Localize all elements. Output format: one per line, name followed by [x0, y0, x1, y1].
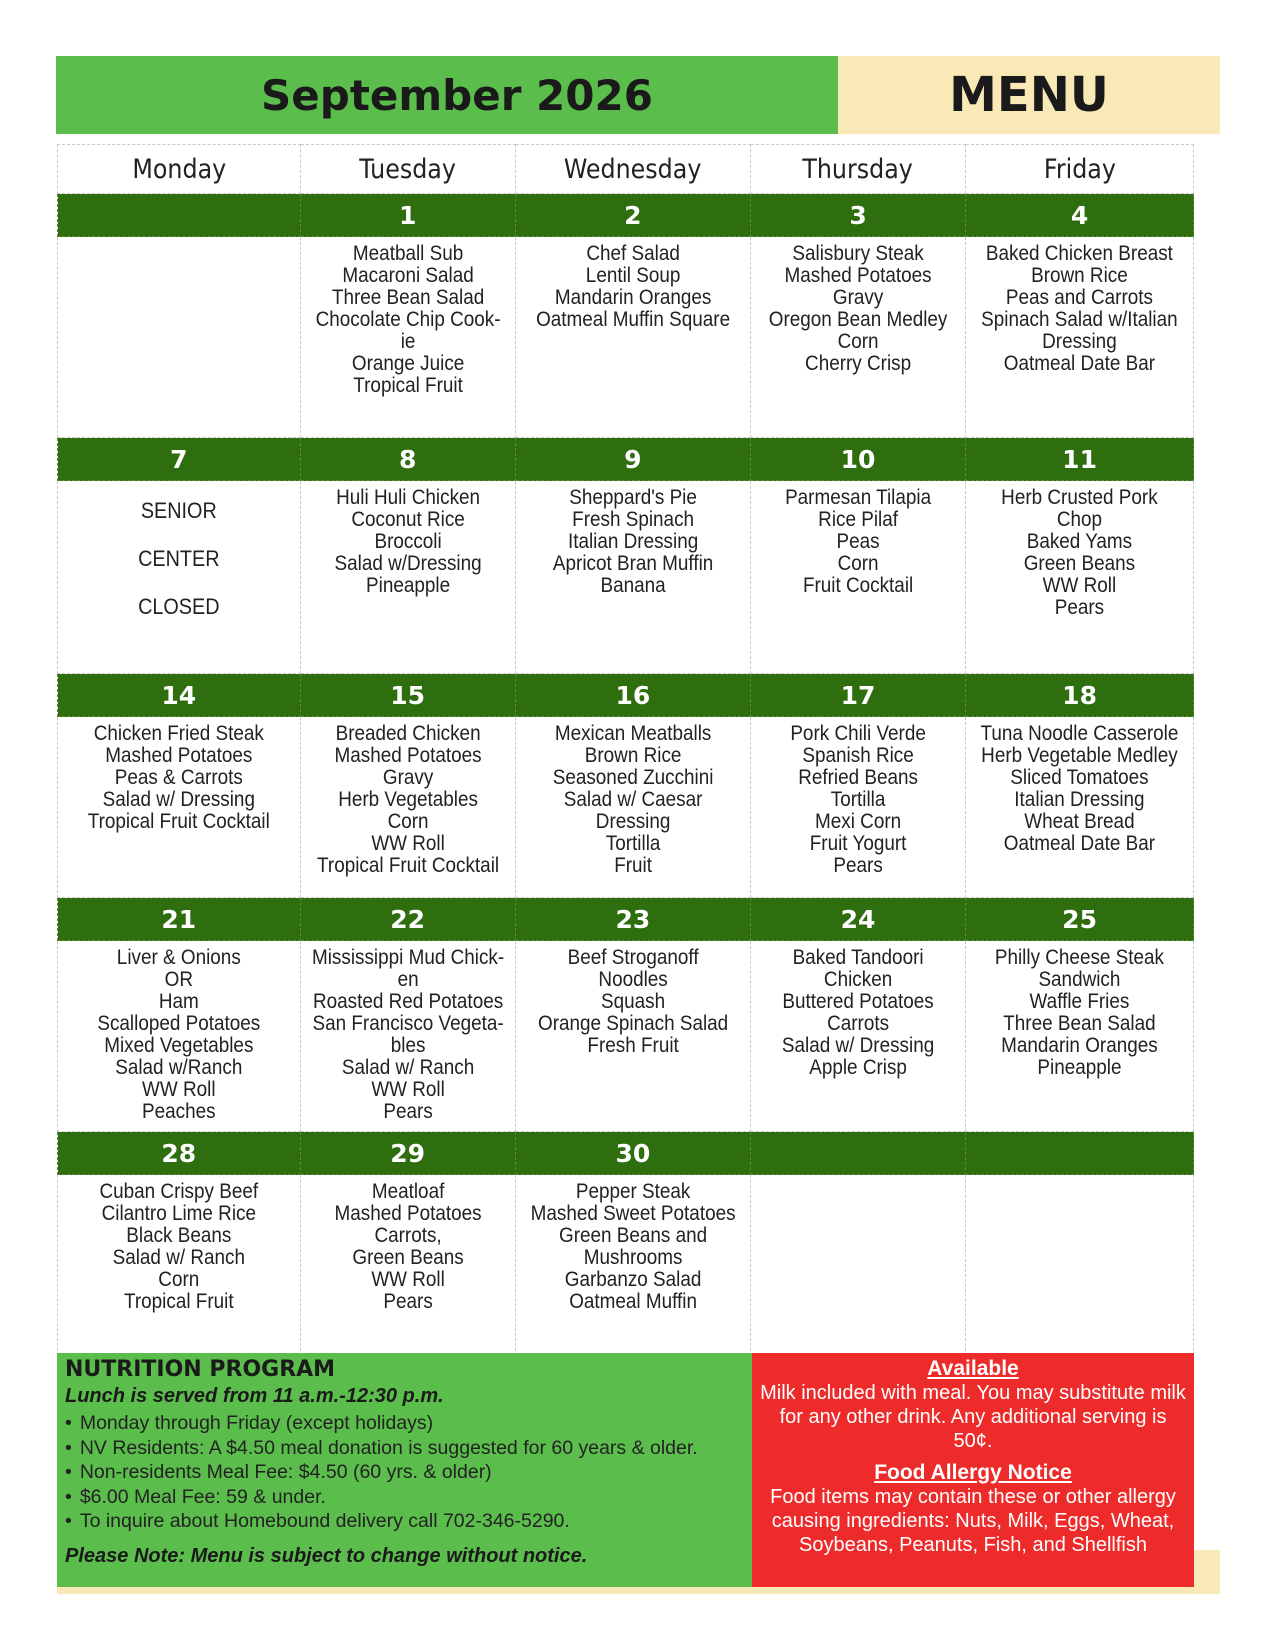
meal-item: Orange Spinach Salad — [537, 1012, 728, 1035]
meal-item: Pears — [833, 854, 883, 877]
meal-item: Chicken Fried Steak — [93, 722, 264, 745]
date-number: 28 — [58, 1132, 301, 1175]
meal-item: Refried Beans — [798, 766, 918, 789]
meal-item: Cherry Crisp — [805, 352, 912, 375]
meal-cell — [58, 941, 301, 1132]
meal-item: Macaroni Salad — [342, 264, 474, 287]
date-number: 10 — [750, 438, 965, 481]
meal-item: Carrots, — [374, 1224, 442, 1247]
meal-cell — [58, 237, 301, 438]
meal-item: Corn — [387, 810, 429, 833]
meal-item: Chef Salad — [586, 242, 680, 265]
meal-item: Pineapple — [1037, 1056, 1122, 1079]
weekday-tuesday: Tuesday — [313, 145, 502, 194]
page-title: September 2026 — [261, 70, 653, 120]
change-notice: Please Note: Menu is subject to change without notice. — [65, 1545, 588, 1567]
meal-item: Salad w/Dressing — [334, 552, 482, 575]
meal-item: Spinach Salad w/Italian — [981, 308, 1178, 331]
meal-item: Apple Crisp — [809, 1056, 907, 1079]
meal-item: Pears — [382, 1290, 433, 1313]
meal-item: Sheppard's Pie — [569, 486, 697, 509]
meal-item: Three Bean Salad — [331, 286, 484, 309]
meal-item: OR — [164, 968, 193, 991]
page-header — [56, 56, 1220, 134]
date-number — [750, 1132, 965, 1175]
date-number: 23 — [515, 898, 750, 941]
meal-item: Mashed Potatoes — [105, 744, 253, 767]
meal-item: Apricot Bran Muffin — [552, 552, 714, 575]
meal-item: Parmesan Tilapia — [785, 486, 932, 509]
meal-item: Mashed Potatoes — [784, 264, 932, 287]
meal-item: Rice Pilaf — [818, 508, 898, 531]
meal-item: Spanish Rice — [802, 744, 914, 767]
date-number: 17 — [750, 674, 965, 717]
weekday-monday: Monday — [72, 145, 285, 194]
date-number: 2 — [515, 194, 750, 237]
meal-item: Italian Dressing — [567, 530, 698, 553]
meal-item: Fruit — [613, 854, 652, 877]
meal-item: Brown Rice — [1031, 264, 1128, 287]
meal-cell — [515, 1175, 750, 1356]
meal-item: WW Roll — [370, 1268, 445, 1291]
date-number: 22 — [300, 898, 515, 941]
date-row — [58, 1132, 1194, 1175]
meal-item: Meatball Sub — [352, 242, 463, 265]
nutrition-item: • To inquire about Homebound delivery call 702-346-5290. — [65, 1509, 698, 1534]
date-row — [58, 194, 1194, 237]
meal-item: Sliced Tomatoes — [1010, 766, 1149, 789]
meal-item: Pears — [382, 1100, 433, 1123]
meal-row — [58, 481, 1194, 674]
meal-item: Lentil Soup — [585, 264, 681, 287]
meal-item: WW Roll — [142, 1078, 216, 1101]
date-number: 16 — [515, 674, 750, 717]
weekday-header-row — [58, 145, 1194, 194]
meal-item: Oatmeal Muffin — [568, 1290, 697, 1313]
meal-item: Banana — [600, 574, 666, 597]
meal-item: Chicken — [823, 968, 893, 991]
meal-item: Mandarin Oranges — [554, 286, 712, 309]
meal-item: Fruit Cocktail — [802, 574, 914, 597]
meal-item: Orange Juice — [351, 352, 464, 375]
date-number: 30 — [515, 1132, 750, 1175]
meal-item: WW Roll — [370, 1078, 445, 1101]
meal-item: Oatmeal Date Bar — [1003, 832, 1156, 855]
meal-item: Baked Yams — [1026, 530, 1133, 553]
meal-item: WW Roll — [370, 832, 445, 855]
meal-row — [58, 941, 1194, 1132]
date-number: 7 — [58, 438, 301, 481]
meal-cell — [58, 481, 301, 674]
meal-cell — [750, 717, 965, 898]
meal-item: Fruit Yogurt — [809, 832, 907, 855]
meal-item: Tropical Fruit — [352, 374, 463, 397]
meal-item: Tropical Fruit Cocktail — [87, 810, 270, 833]
meal-item: Pepper Steak — [575, 1180, 691, 1203]
date-number: 11 — [966, 438, 1194, 481]
meal-item: Garbanzo Salad — [564, 1268, 702, 1291]
meal-item: CLOSED — [138, 594, 220, 619]
weekday-friday: Friday — [979, 145, 1180, 194]
meal-item: Beef Stroganoff — [567, 946, 699, 969]
meal-item: Mexican Meatballs — [554, 722, 712, 745]
nutrition-program-box — [57, 1353, 752, 1587]
meal-item: Roasted Red Potatoes — [312, 990, 503, 1013]
date-number: 25 — [966, 898, 1194, 941]
meal-item: Squash — [600, 990, 665, 1013]
meal-item: Tuna Noodle Casserole — [980, 722, 1179, 745]
meal-cell — [515, 717, 750, 898]
meal-item: Pears — [1054, 596, 1105, 619]
meal-item: Waffle Fries — [1029, 990, 1130, 1013]
meal-item: Gravy — [382, 766, 433, 789]
available-title: Available — [927, 1357, 1019, 1380]
meal-cell — [515, 237, 750, 438]
meal-item: Mashed Sweet Potatoes — [530, 1202, 736, 1225]
meal-item: Sandwich — [1038, 968, 1121, 991]
meal-item: Huli Huli Chicken — [335, 486, 480, 509]
meal-cell — [966, 237, 1194, 438]
meal-cell — [750, 237, 965, 438]
meal-item: Brown Rice — [584, 744, 682, 767]
date-row — [58, 438, 1194, 481]
meal-item: Corn — [837, 330, 879, 353]
meal-item: Ham — [158, 990, 199, 1013]
menu-label: MENU — [949, 67, 1109, 123]
meal-item: Scalloped Potatoes — [97, 1012, 261, 1035]
nutrition-list — [65, 1411, 698, 1534]
date-number: 8 — [300, 438, 515, 481]
meal-item: Salad w/Ranch — [115, 1056, 243, 1079]
meal-item: Gravy — [832, 286, 884, 309]
nutrition-item: • $6.00 Meal Fee: 59 & under. — [65, 1485, 698, 1510]
meal-item: Mixed Vegetables — [104, 1034, 254, 1057]
date-number — [966, 1132, 1194, 1175]
meal-item: Peas — [836, 530, 880, 553]
meal-cell — [966, 717, 1194, 898]
meal-cell — [300, 481, 515, 674]
meal-item: Liver & Onions — [116, 946, 241, 969]
meal-cell — [300, 717, 515, 898]
meal-item: Mississippi Mud Chick- — [311, 946, 504, 969]
meal-item: Black Beans — [126, 1224, 232, 1247]
date-number: 14 — [58, 674, 301, 717]
date-row — [58, 674, 1194, 717]
meal-row — [58, 717, 1194, 898]
allergy-title: Food Allergy Notice — [874, 1461, 1072, 1484]
meal-item: Corn — [837, 552, 879, 575]
meal-item: San Francisco Vegeta- — [312, 1012, 504, 1035]
nutrition-item: • Non-residents Meal Fee: $4.50 (60 yrs. & older) — [65, 1460, 698, 1485]
nutrition-title: NUTRITION PROGRAM — [65, 1357, 336, 1382]
meal-item: Wheat Bread — [1024, 810, 1135, 833]
meal-item: en — [397, 968, 419, 991]
meal-item: Green Beans and — [558, 1224, 707, 1247]
meal-item: Peaches — [142, 1100, 216, 1123]
meal-item: Broccoli — [374, 530, 442, 553]
meal-item: Herb Vegetables — [337, 788, 478, 811]
meal-row — [58, 237, 1194, 438]
meal-cell — [300, 1175, 515, 1356]
meal-item: ie — [400, 330, 416, 353]
meal-row — [58, 1175, 1194, 1356]
meal-cell — [966, 481, 1194, 674]
meal-item: Salisbury Steak — [792, 242, 924, 265]
meal-item: CENTER — [138, 546, 220, 571]
meal-item: bles — [390, 1034, 426, 1057]
date-number — [58, 194, 301, 237]
date-row — [58, 898, 1194, 941]
date-number: 21 — [58, 898, 301, 941]
meal-item: Oatmeal Date Bar — [1003, 352, 1156, 375]
meal-item: Carrots — [827, 1012, 890, 1035]
meal-item: WW Roll — [1042, 574, 1117, 597]
meal-item: Oatmeal Muffin Square — [535, 308, 730, 331]
date-number: 29 — [300, 1132, 515, 1175]
meal-item: Seasoned Zucchini — [552, 766, 714, 789]
weekday-wednesday: Wednesday — [529, 145, 736, 194]
meal-item: Mashed Potatoes — [334, 744, 482, 767]
meal-item: Peas and Carrots — [1006, 286, 1154, 309]
date-number: 24 — [750, 898, 965, 941]
meal-item: Three Bean Salad — [1003, 1012, 1156, 1035]
meal-item: Baked Chicken Breast — [986, 242, 1174, 265]
meal-cell — [515, 481, 750, 674]
meal-item: Salad w/ Ranch — [341, 1056, 474, 1079]
menu-banner — [838, 56, 1220, 134]
meal-cell — [750, 481, 965, 674]
meal-item: Mushrooms — [583, 1246, 683, 1269]
available-text: Milk included with meal. You may substitute milk for any other drink. Any additional serving is 50¢. — [760, 1382, 1186, 1452]
date-number: 4 — [966, 194, 1194, 237]
date-number: 15 — [300, 674, 515, 717]
meal-item: Corn — [158, 1268, 200, 1291]
meal-cell — [58, 1175, 301, 1356]
meal-item: Buttered Potatoes — [782, 990, 934, 1013]
weekday-thursday: Thursday — [763, 145, 952, 194]
meal-item: Herb Crusted Pork — [1001, 486, 1158, 509]
meal-cell — [300, 941, 515, 1132]
meal-cell — [966, 1175, 1194, 1356]
calendar-body — [58, 194, 1194, 1356]
meal-item: Meatloaf — [371, 1180, 444, 1203]
date-number: 3 — [750, 194, 965, 237]
meal-item: Fresh Spinach — [571, 508, 694, 531]
meal-item: Cilantro Lime Rice — [101, 1202, 256, 1225]
nutrition-item: • NV Residents: A $4.50 meal donation is suggested for 60 years & older. — [65, 1436, 698, 1461]
meal-cell — [58, 717, 301, 898]
notice-box — [752, 1353, 1194, 1587]
meal-item: Tortilla — [830, 788, 886, 811]
meal-item: Breaded Chicken — [335, 722, 481, 745]
meal-item: Salad w/ Dressing — [781, 1034, 935, 1057]
meal-cell — [966, 941, 1194, 1132]
meal-item: Chocolate Chip Cook- — [315, 308, 501, 331]
meal-item: Philly Cheese Steak — [994, 946, 1165, 969]
calendar-table — [57, 144, 1194, 1356]
meal-item: Tropical Fruit — [124, 1290, 234, 1313]
meal-item: Salad w/ Caesar Dressing — [563, 788, 703, 833]
meal-cell — [300, 237, 515, 438]
meal-item: Green Beans — [1023, 552, 1136, 575]
meal-item: Oregon Bean Medley — [768, 308, 948, 331]
meal-cell — [750, 1175, 965, 1356]
meal-item: Dressing — [1042, 330, 1117, 353]
date-number: 9 — [515, 438, 750, 481]
meal-item: Tortilla — [605, 832, 661, 855]
allergy-text: Food items may contain these or other allergy causing ingredients: Nuts, Milk, Eggs, Wheat, Soybeans, Peanuts, Fish, and Shellfish — [770, 1486, 1176, 1556]
meal-item: Italian Dressing — [1014, 788, 1145, 811]
meal-item: Pork Chili Verde — [790, 722, 926, 745]
meal-item: SENIOR — [140, 498, 217, 523]
meal-item: Baked Tandoori — [792, 946, 924, 969]
meal-item: Mandarin Oranges — [1001, 1034, 1158, 1057]
nutrition-item: • Monday through Friday (except holidays) — [65, 1411, 698, 1436]
title-banner — [56, 56, 838, 134]
meal-item: Salad w/ Ranch — [112, 1246, 245, 1269]
meal-item: Peas & Carrots — [114, 766, 243, 789]
meal-item: Coconut Rice — [350, 508, 465, 531]
meal-item: Fresh Fruit — [587, 1034, 679, 1057]
meal-item: Noodles — [598, 968, 668, 991]
meal-item: Herb Vegetable Medley — [981, 744, 1178, 767]
meal-cell — [750, 941, 965, 1132]
meal-item: Mashed Potatoes — [334, 1202, 482, 1225]
meal-item: Chop — [1056, 508, 1103, 531]
date-number: 1 — [300, 194, 515, 237]
meal-item: Green Beans — [351, 1246, 464, 1269]
meal-item: Tropical Fruit Cocktail — [316, 854, 499, 877]
meal-item: Cuban Crispy Beef — [99, 1180, 259, 1203]
meal-item: Pineapple — [365, 574, 450, 597]
date-number: 18 — [966, 674, 1194, 717]
meal-item: Salad w/ Dressing — [102, 788, 255, 811]
meal-item: Mexi Corn — [814, 810, 902, 833]
lunch-hours: Lunch is served from 11 a.m.-12:30 p.m. — [65, 1385, 444, 1407]
meal-cell — [515, 941, 750, 1132]
